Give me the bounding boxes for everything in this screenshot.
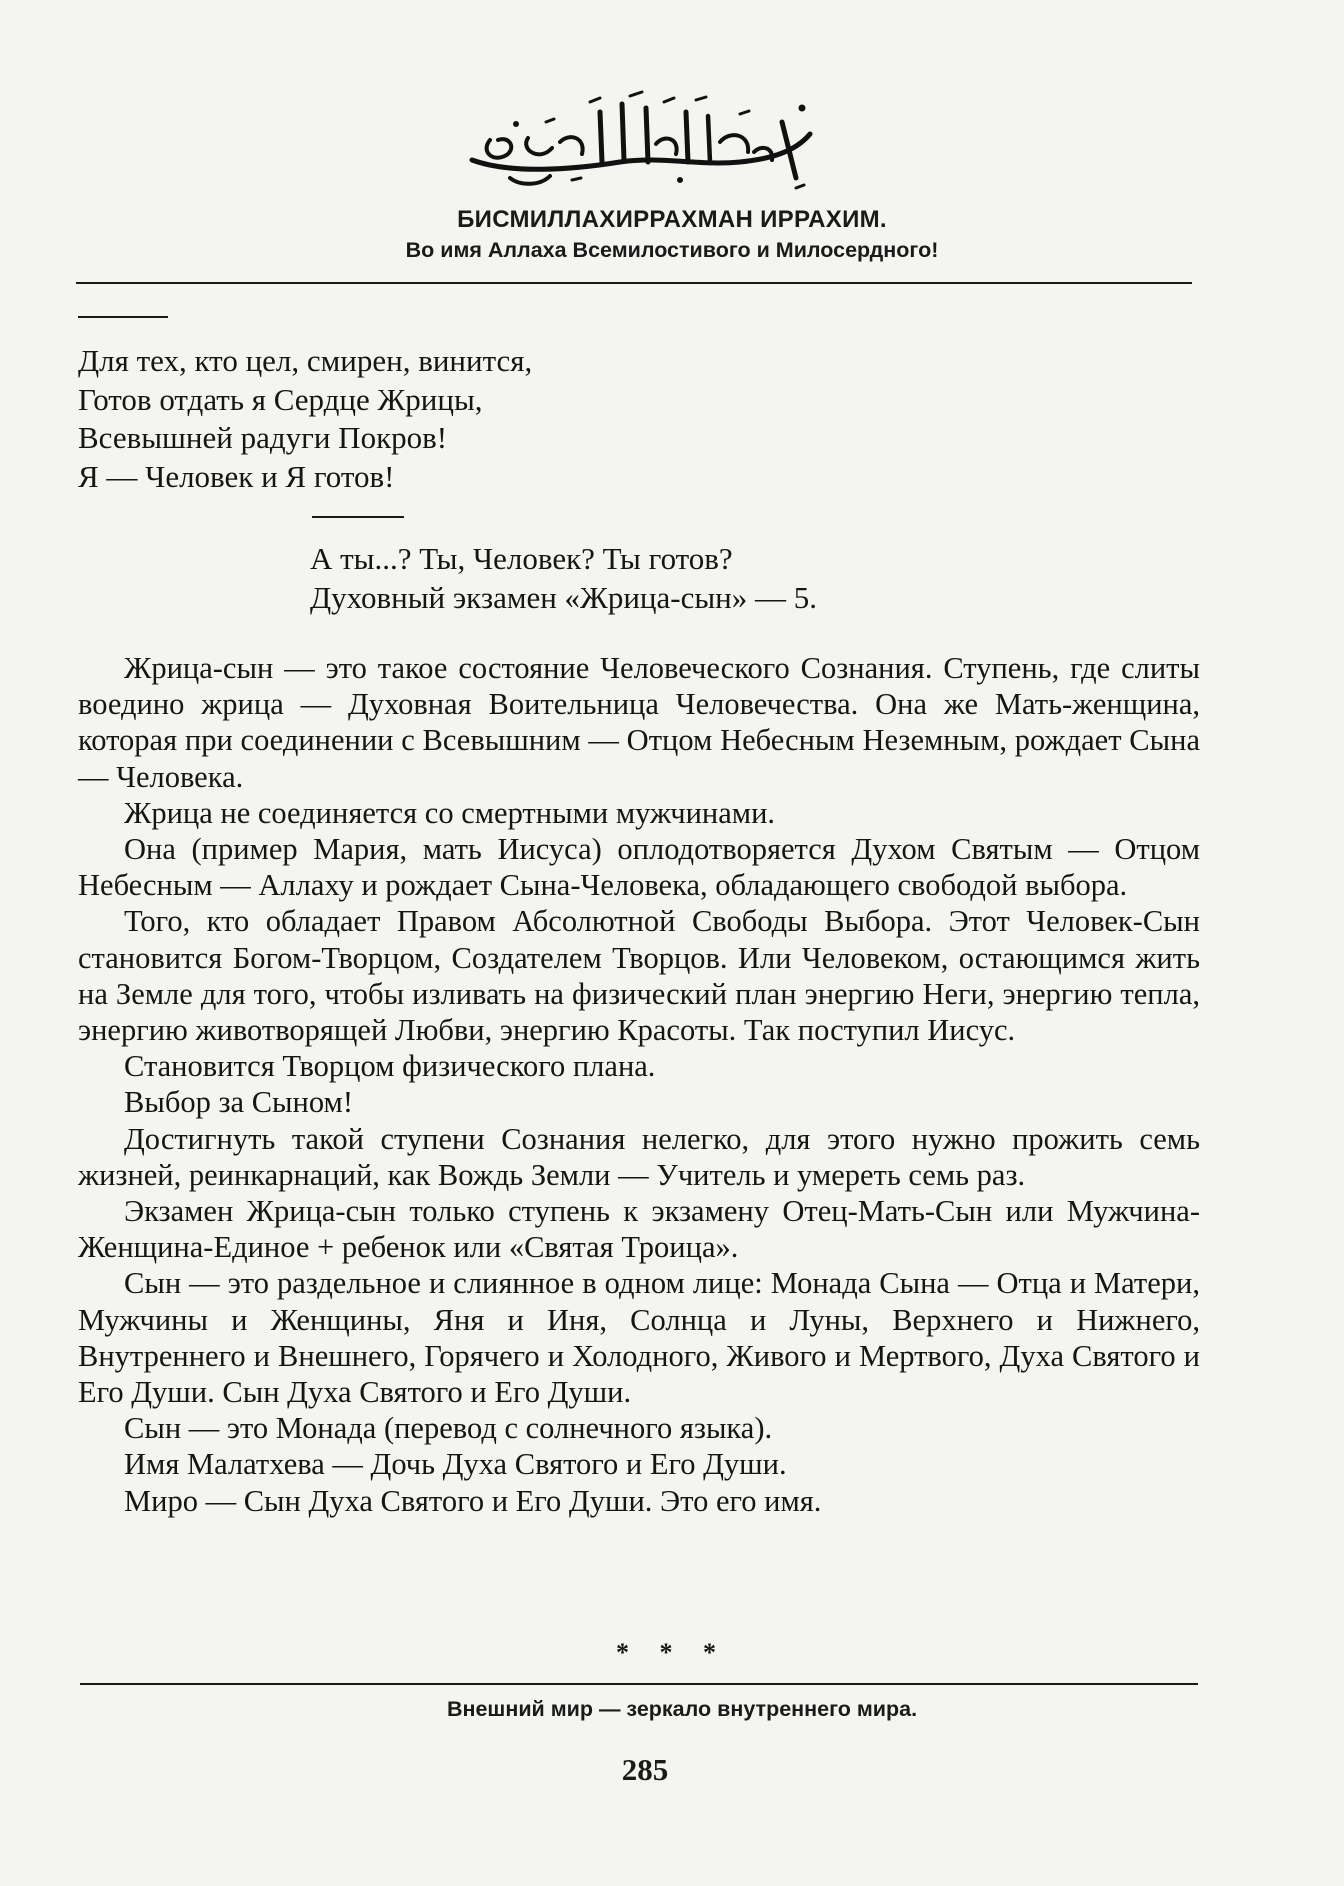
paragraph: Жрица-сын — это такое состояние Человеческого Сознания. Ступень, где слиты воедино жрица — Духовная Воительница Человечества. Она же Мать-женщина, которая при соединении с Всевышним — Отцом Небесным Неземным, рождает Сына — Человека.: [78, 651, 1200, 794]
paragraph: Она (пример Мария, мать Иисуса) оплодотворяется Духом Святым — Отцом Небесным — Аллаху и рождает Сына-Человека, обладающего свободой выбора.: [78, 832, 1200, 903]
body-text: [78, 650, 1200, 1519]
page-number: 285: [621, 1752, 669, 1787]
header-title: БИСМИЛЛАХИРРАХМАН ИРРАХИМ.: [457, 206, 887, 233]
verse-line: А ты...? Ты, Человек? Ты готов?: [310, 541, 733, 576]
paragraph: Миро — Сын Духа Святого и Его Души. Это его имя.: [124, 1483, 822, 1518]
paragraph: Становится Творцом физического плана.: [124, 1049, 656, 1084]
paragraph: Сын — это Монада (перевод с солнечного языка).: [124, 1411, 773, 1446]
verse-top: [78, 342, 532, 496]
footer-divider: [80, 1683, 1198, 1685]
short-divider-middle: [312, 516, 404, 518]
bismillah-calligraphy: [450, 82, 830, 202]
verse-line: Для тех, кто цел, смирен, винится,: [78, 343, 533, 378]
header-divider: [76, 282, 1192, 284]
paragraph: Экзамен Жрица-сын только ступень к экзамену Отец-Мать-Сын или Мужчина-Женщина-Единое + ребенок или «Святая Троица».: [78, 1194, 1200, 1265]
verse-epigraph: [310, 540, 817, 617]
verse-line: Всевышней радуги Покров!: [78, 420, 448, 455]
verse-line: Готов отдать я Сердце Жрицы,: [78, 381, 483, 417]
paragraph: Жрица не соединяется со смертными мужчинами.: [124, 795, 776, 830]
footer-motto: Внешний мир — зеркало внутреннего мира.: [446, 1697, 918, 1721]
paragraph: Выбор за Сыном!: [124, 1085, 353, 1120]
verse-line: Я — Человек и Я готов!: [78, 458, 395, 494]
paragraph: Имя Малатхева — Дочь Духа Святого и Его Души.: [124, 1447, 787, 1482]
paragraph: Достигнуть такой ступени Сознания нелегко, для этого нужно прожить семь жизней, реинкарнаций, как Вождь Земли — Учитель и умереть семь раз.: [78, 1121, 1200, 1192]
paragraph: Того, кто обладает Правом Абсолютной Свободы Выбора. Этот Человек-Сын становится Богом-Творцом, Создателем Творцов. Или Человеком, остающимся жить на Земле для того, чтобы изливать на физический план энергию Неги, энергию тепла, энергию животворящей Любви, энергию Красоты. Так поступил Иисус.: [78, 904, 1200, 1048]
paragraph: Сын — это раздельное и слиянное в одном лице: Монада Сына — Отца и Матери, Мужчины и Женщины, Яня и Иня, Солнца и Луны, Верхнего и Нижнего, Внутреннего и Внешнего, Горячего и Холодного, Живого и Мертвого, Духа Святого и Его Души. Сын Духа Святого и Его Души.: [78, 1266, 1200, 1410]
header-subtitle: Во имя Аллаха Всемилостивого и Милосердного!: [405, 238, 939, 262]
short-divider-top: [78, 316, 168, 318]
verse-line: Духовный экзамен «Жрица-сын» — 5.: [310, 579, 818, 615]
section-separator: * * *: [616, 1638, 728, 1667]
